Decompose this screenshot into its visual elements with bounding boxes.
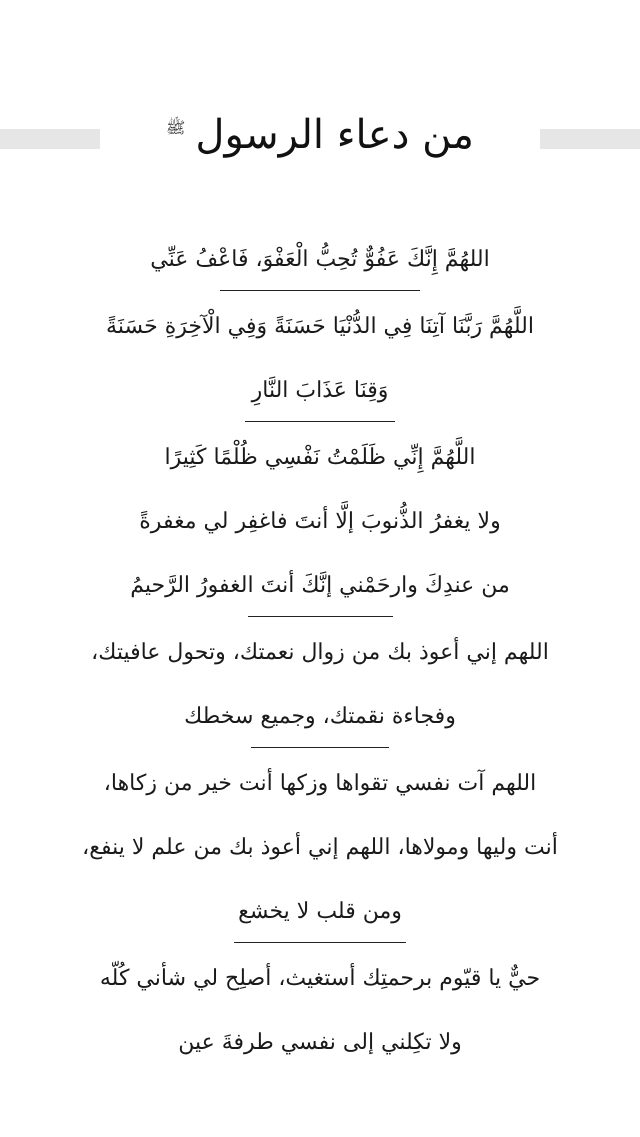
dua-item [0, 762, 640, 934]
dua-line: وفجاءة نقمتك، وجميع سخطك [184, 704, 456, 729]
dua-item [0, 305, 640, 413]
dua-item [0, 238, 640, 282]
dua-item [0, 436, 640, 608]
page-title [100, 100, 540, 170]
dua-line: اللهم إني أعوذ بك من زوال نعمتك، وتحول عافيتك، [91, 640, 549, 665]
dua-line: اللهُمَّ إِنَّكَ عَفُوٌّ تُحِبُّ الْعَفْوَ، فَاعْفُ عَنِّي [150, 247, 490, 272]
dua-item [0, 631, 640, 739]
title-text: من دعاء الرسول [195, 112, 474, 158]
dua-list [0, 238, 640, 1065]
dua-line: من عندِكَ وارحَمْني إنَّكَ أنتَ الغفورُ الرَّحيمُ [130, 573, 510, 598]
dua-line: حيٌّ يا قيّوم برحمتِك أستغيث، أصلِح لي شأني كُلّه [99, 966, 541, 991]
divider [245, 421, 395, 422]
honorific-mark: ﷺ [166, 117, 186, 137]
dua-line: أنت وليها ومولاها، اللهم إني أعوذ بك من علم لا ينفع، [82, 835, 558, 860]
divider [220, 290, 420, 291]
divider [248, 616, 393, 617]
divider [234, 942, 406, 943]
dua-item [0, 957, 640, 1065]
dua-line: اللَّهُمَّ إِنِّي ظَلَمْتُ نَفْسِي ظُلْمًا كَثِيرًا [164, 445, 476, 470]
divider [251, 747, 389, 748]
dua-line: وَقِنَا عَذَابَ النَّارِ [251, 378, 389, 403]
dua-line: ولا يغفرُ الذُّنوبَ إلَّا أنتَ فاغفِر لي مغفرةً [139, 509, 501, 534]
dua-line: اللهم آت نفسي تقواها وزكها أنت خير من زكاها، [103, 771, 537, 796]
dua-line: اللَّهُمَّ رَبَّنَا آتِنَا فِي الدُّنْيَا حَسَنَةً وَفِي الْآخِرَةِ حَسَنَةً [106, 314, 534, 339]
dua-line: ولا تكِلني إلى نفسي طرفةَ عين [178, 1030, 462, 1055]
dua-line: ومن قلب لا يخشع [238, 899, 402, 924]
